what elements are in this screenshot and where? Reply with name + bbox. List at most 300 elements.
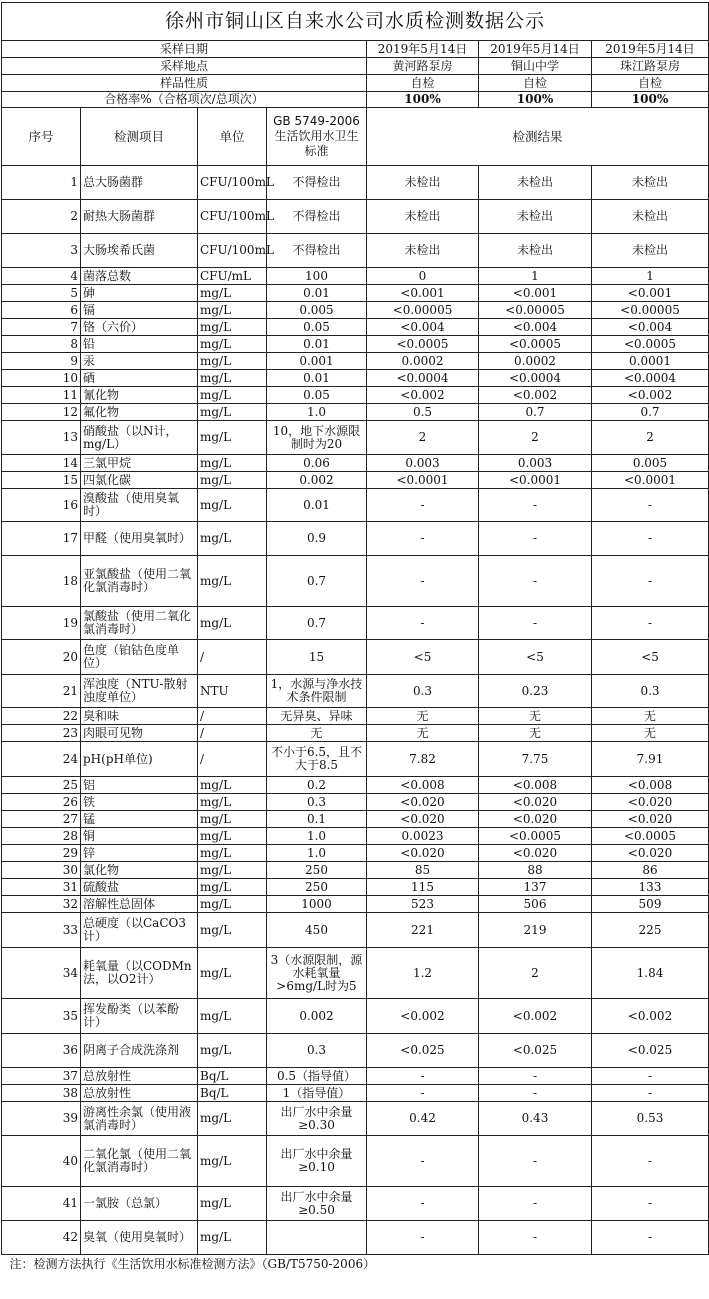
result-site-3: - (592, 1085, 709, 1102)
standard-limit: 0.01 (267, 370, 367, 387)
result-site-3: 未检出 (592, 234, 709, 268)
result-site-3: 86 (592, 862, 709, 879)
standard-limit: 不得检出 (267, 200, 367, 234)
unit: mg/L (198, 999, 267, 1034)
result-site-3: 225 (592, 913, 709, 948)
standard-limit: 0.001 (267, 353, 367, 370)
sample-nature-2: 自检 (479, 75, 592, 92)
result-site-3: 133 (592, 879, 709, 896)
pass-rate-label: 合格率%（合格项次/总项次） (2, 92, 367, 108)
result-site-1: 无 (367, 708, 479, 725)
row-number: 4 (2, 268, 81, 285)
column-header-unit: 单位 (198, 108, 267, 166)
standard-limit: 不得检出 (267, 166, 367, 200)
table-row (2, 948, 709, 999)
unit: mg/L (198, 556, 267, 607)
row-number: 42 (2, 1221, 81, 1255)
standard-limit: 1.0 (267, 828, 367, 845)
result-site-2: <0.004 (479, 319, 592, 336)
unit: / (198, 742, 267, 777)
test-item: 汞 (81, 353, 198, 370)
result-site-1: - (367, 556, 479, 607)
result-site-3: - (592, 556, 709, 607)
unit: mg/L (198, 862, 267, 879)
result-site-2: <0.0005 (479, 336, 592, 353)
unit: NTU (198, 675, 267, 708)
row-number: 12 (2, 404, 81, 421)
test-item: 氟化物 (81, 404, 198, 421)
unit: mg/L (198, 370, 267, 387)
unit: mg/L (198, 472, 267, 489)
result-site-3: <0.020 (592, 794, 709, 811)
sample-nature-3: 自检 (592, 75, 709, 92)
result-site-3: 1 (592, 268, 709, 285)
test-item: 耗氧量（以CODMn法，以O2计） (81, 948, 198, 999)
table-row (2, 421, 709, 455)
table-row (2, 234, 709, 268)
test-item: 总放射性 (81, 1068, 198, 1085)
table-row (2, 404, 709, 421)
result-site-3: <0.0005 (592, 828, 709, 845)
sampling-date-2: 2019年5月14日 (479, 41, 592, 58)
table-row (2, 353, 709, 370)
result-site-3: 0.7 (592, 404, 709, 421)
test-item: 锰 (81, 811, 198, 828)
result-site-2: <0.002 (479, 999, 592, 1034)
standard-limit: 3（水源限制，源水耗氧量>6mg/L时为5 (267, 948, 367, 999)
test-item: 甲醛（使用臭氧时） (81, 522, 198, 556)
result-site-1: 523 (367, 896, 479, 913)
result-site-1: - (367, 489, 479, 522)
table-row (2, 862, 709, 879)
unit: / (198, 640, 267, 675)
row-number: 16 (2, 489, 81, 522)
standard-limit: 1.0 (267, 845, 367, 862)
result-site-1: 无 (367, 725, 479, 742)
table-row (2, 708, 709, 725)
test-item: 锌 (81, 845, 198, 862)
test-item: 氰化物 (81, 387, 198, 404)
result-site-2: 7.75 (479, 742, 592, 777)
sample-nature-1: 自检 (367, 75, 479, 92)
result-site-3: 0.005 (592, 455, 709, 472)
unit: mg/L (198, 404, 267, 421)
standard-limit: 10，地下水源限制时为20 (267, 421, 367, 455)
result-site-2: <0.00005 (479, 302, 592, 319)
result-site-3: 未检出 (592, 200, 709, 234)
result-site-2: 2 (479, 421, 592, 455)
footnote: 注：检测方法执行《生活饮用水标准检测方法》（GB/T5750-2006） (9, 1256, 376, 1271)
standard-limit: 0.7 (267, 607, 367, 640)
standard-limit: 0.1 (267, 811, 367, 828)
result-site-1: - (367, 607, 479, 640)
test-item: 亚氯酸盐（使用二氧化氯消毒时） (81, 556, 198, 607)
row-number: 5 (2, 285, 81, 302)
result-site-1: <0.020 (367, 811, 479, 828)
row-number: 25 (2, 777, 81, 794)
unit: CFU/100mL (198, 234, 267, 268)
unit: mg/L (198, 421, 267, 455)
unit: / (198, 708, 267, 725)
page-title: 徐州市铜山区自来水公司水质检测数据公示 (2, 3, 709, 41)
result-site-1: 1.2 (367, 948, 479, 999)
test-item: 溶解性总固体 (81, 896, 198, 913)
result-site-2: 无 (479, 725, 592, 742)
result-site-3: 未检出 (592, 166, 709, 200)
test-item: 铝 (81, 777, 198, 794)
result-site-1: <0.001 (367, 285, 479, 302)
row-number: 27 (2, 811, 81, 828)
row-number: 21 (2, 675, 81, 708)
result-site-3: <0.00005 (592, 302, 709, 319)
result-site-3: <0.002 (592, 387, 709, 404)
results-body (2, 166, 709, 1255)
column-header-no: 序号 (2, 108, 81, 166)
row-number: 20 (2, 640, 81, 675)
result-site-1: 0.5 (367, 404, 479, 421)
result-site-2: - (479, 1136, 592, 1187)
result-site-2: - (479, 489, 592, 522)
result-site-2: <0.008 (479, 777, 592, 794)
unit: mg/L (198, 1102, 267, 1136)
unit: mg/L (198, 777, 267, 794)
row-number: 17 (2, 522, 81, 556)
table-row (2, 1068, 709, 1085)
table-row (2, 742, 709, 777)
unit: CFU/mL (198, 268, 267, 285)
result-site-3: - (592, 1187, 709, 1221)
result-site-3: 无 (592, 725, 709, 742)
result-site-1: <0.008 (367, 777, 479, 794)
unit: mg/L (198, 1034, 267, 1068)
standard-limit: 1000 (267, 896, 367, 913)
standard-limit: 0.7 (267, 556, 367, 607)
unit: mg/L (198, 828, 267, 845)
standard-limit: 0.01 (267, 489, 367, 522)
result-site-3: <0.020 (592, 811, 709, 828)
test-item: 镉 (81, 302, 198, 319)
result-site-1: - (367, 1136, 479, 1187)
row-number: 9 (2, 353, 81, 370)
column-header-item: 检测项目 (81, 108, 198, 166)
unit: mg/L (198, 489, 267, 522)
result-site-2: <0.025 (479, 1034, 592, 1068)
result-site-1: <0.002 (367, 387, 479, 404)
test-item: 二氧化氯（使用二氧化氯消毒时） (81, 1136, 198, 1187)
unit: CFU/100mL (198, 166, 267, 200)
test-item: 氯酸盐（使用二氧化氯消毒时） (81, 607, 198, 640)
result-site-3: 无 (592, 708, 709, 725)
row-number: 2 (2, 200, 81, 234)
table-row (2, 725, 709, 742)
result-site-2: - (479, 1187, 592, 1221)
standard-limit: 出厂水中余量≥0.50 (267, 1187, 367, 1221)
result-site-1: 未检出 (367, 234, 479, 268)
table-row (2, 794, 709, 811)
result-site-2: 137 (479, 879, 592, 896)
sampling-date-label: 采样日期 (2, 41, 367, 58)
unit: CFU/100mL (198, 200, 267, 234)
unit: mg/L (198, 896, 267, 913)
table-row (2, 845, 709, 862)
result-site-3: <0.020 (592, 845, 709, 862)
table-row (2, 472, 709, 489)
unit: mg/L (198, 1136, 267, 1187)
result-site-3: <0.008 (592, 777, 709, 794)
standard-limit: 出厂水中余量≥0.30 (267, 1102, 367, 1136)
test-item: 溴酸盐（使用臭氧时） (81, 489, 198, 522)
result-site-2: <5 (479, 640, 592, 675)
row-number: 36 (2, 1034, 81, 1068)
pass-rate-1: 100% (367, 92, 479, 108)
test-item: 氯化物 (81, 862, 198, 879)
result-site-1: <0.020 (367, 794, 479, 811)
test-item: 菌落总数 (81, 268, 198, 285)
result-site-2: 0.003 (479, 455, 592, 472)
table-row (2, 640, 709, 675)
result-site-1: <0.00005 (367, 302, 479, 319)
standard-limit (267, 1221, 367, 1255)
result-site-1: 2 (367, 421, 479, 455)
table-row (2, 607, 709, 640)
result-site-1: <0.002 (367, 999, 479, 1034)
result-site-3: - (592, 1068, 709, 1085)
unit: mg/L (198, 811, 267, 828)
standard-limit: 0.06 (267, 455, 367, 472)
water-quality-table (1, 2, 709, 1274)
row-number: 13 (2, 421, 81, 455)
unit: Bq/L (198, 1068, 267, 1085)
result-site-3: <0.025 (592, 1034, 709, 1068)
sampling-date-3: 2019年5月14日 (592, 41, 709, 58)
unit: mg/L (198, 845, 267, 862)
unit: mg/L (198, 387, 267, 404)
table-row (2, 1034, 709, 1068)
table-row (2, 302, 709, 319)
test-item: 挥发酚类（以苯酚计） (81, 999, 198, 1034)
row-number: 18 (2, 556, 81, 607)
result-site-2: - (479, 1221, 592, 1255)
table-row (2, 489, 709, 522)
table-row (2, 675, 709, 708)
test-item: 硒 (81, 370, 198, 387)
unit: / (198, 725, 267, 742)
test-item: 臭和味 (81, 708, 198, 725)
result-site-1: <0.0001 (367, 472, 479, 489)
standard-limit: 0.9 (267, 522, 367, 556)
sampling-site-2: 铜山中学 (479, 58, 592, 75)
unit: mg/L (198, 913, 267, 948)
table-row (2, 319, 709, 336)
test-item: 总放射性 (81, 1085, 198, 1102)
table-row (2, 1221, 709, 1255)
standard-limit: 0.3 (267, 1034, 367, 1068)
result-site-1: 7.82 (367, 742, 479, 777)
test-item: 大肠埃希氏菌 (81, 234, 198, 268)
test-item: 一氯胺（总氯） (81, 1187, 198, 1221)
standard-limit: 15 (267, 640, 367, 675)
standard-limit: 不小于6.5，且不大于8.5 (267, 742, 367, 777)
row-number: 24 (2, 742, 81, 777)
row-number: 10 (2, 370, 81, 387)
row-number: 38 (2, 1085, 81, 1102)
table-row (2, 455, 709, 472)
test-item: 铜 (81, 828, 198, 845)
result-site-3: 0.53 (592, 1102, 709, 1136)
test-item: 色度（铂钴色度单位） (81, 640, 198, 675)
row-number: 11 (2, 387, 81, 404)
result-site-2: 2 (479, 948, 592, 999)
result-site-2: <0.001 (479, 285, 592, 302)
result-site-2: - (479, 556, 592, 607)
test-item: 臭氧（使用臭氧时） (81, 1221, 198, 1255)
sampling-site-1: 黄河路泵房 (367, 58, 479, 75)
standard-limit: 0.3 (267, 794, 367, 811)
result-site-2: <0.0004 (479, 370, 592, 387)
row-number: 22 (2, 708, 81, 725)
result-site-1: 0.003 (367, 455, 479, 472)
result-site-3: - (592, 522, 709, 556)
standard-limit: 出厂水中余量≥0.10 (267, 1136, 367, 1187)
test-item: 耐热大肠菌群 (81, 200, 198, 234)
result-site-2: <0.020 (479, 794, 592, 811)
table-row (2, 336, 709, 353)
standard-limit: 250 (267, 862, 367, 879)
standard-limit: 无异臭、异味 (267, 708, 367, 725)
test-item: 硝酸盐（以N计，mg/L） (81, 421, 198, 455)
unit: Bq/L (198, 1085, 267, 1102)
unit: mg/L (198, 607, 267, 640)
standard-limit: 1，水源与净水技术条件限制 (267, 675, 367, 708)
unit: mg/L (198, 1221, 267, 1255)
test-item: 铬（六价） (81, 319, 198, 336)
result-site-2: <0.020 (479, 845, 592, 862)
standard-limit: 100 (267, 268, 367, 285)
result-site-2: 219 (479, 913, 592, 948)
result-site-2: 0.43 (479, 1102, 592, 1136)
result-site-2: <0.0005 (479, 828, 592, 845)
table-row (2, 1102, 709, 1136)
result-site-2: 1 (479, 268, 592, 285)
result-site-1: <0.025 (367, 1034, 479, 1068)
result-site-3: 509 (592, 896, 709, 913)
test-item: 总大肠菌群 (81, 166, 198, 200)
result-site-3: <5 (592, 640, 709, 675)
test-item: 铁 (81, 794, 198, 811)
test-item: 四氯化碳 (81, 472, 198, 489)
table-row (2, 522, 709, 556)
table-row (2, 200, 709, 234)
result-site-1: 85 (367, 862, 479, 879)
test-item: 总硬度（以CaCO3计） (81, 913, 198, 948)
unit: mg/L (198, 948, 267, 999)
table-row (2, 879, 709, 896)
result-site-2: 0.23 (479, 675, 592, 708)
unit: mg/L (198, 319, 267, 336)
result-site-2: <0.0001 (479, 472, 592, 489)
test-item: 游离性余氯（使用液氯消毒时） (81, 1102, 198, 1136)
result-site-1: 未检出 (367, 166, 479, 200)
row-number: 7 (2, 319, 81, 336)
table-row (2, 811, 709, 828)
unit: mg/L (198, 455, 267, 472)
row-number: 41 (2, 1187, 81, 1221)
standard-limit: 0.01 (267, 336, 367, 353)
result-site-2: - (479, 607, 592, 640)
unit: mg/L (198, 879, 267, 896)
row-number: 8 (2, 336, 81, 353)
standard-limit: 0.05 (267, 387, 367, 404)
result-site-3: <0.002 (592, 999, 709, 1034)
table-row (2, 285, 709, 302)
result-site-3: <0.001 (592, 285, 709, 302)
table-row (2, 913, 709, 948)
result-site-1: 0.42 (367, 1102, 479, 1136)
row-number: 6 (2, 302, 81, 319)
test-item: 阴离子合成洗涤剂 (81, 1034, 198, 1068)
result-site-2: 88 (479, 862, 592, 879)
result-site-2: 未检出 (479, 200, 592, 234)
result-site-1: 115 (367, 879, 479, 896)
row-number: 33 (2, 913, 81, 948)
unit: mg/L (198, 1187, 267, 1221)
row-number: 28 (2, 828, 81, 845)
table-row (2, 556, 709, 607)
result-site-3: <0.004 (592, 319, 709, 336)
table-row (2, 1085, 709, 1102)
row-number: 15 (2, 472, 81, 489)
result-site-1: 0 (367, 268, 479, 285)
row-number: 3 (2, 234, 81, 268)
row-number: 39 (2, 1102, 81, 1136)
standard-limit: 0.002 (267, 999, 367, 1034)
standard-limit: 0.2 (267, 777, 367, 794)
standard-limit: 0.5（指导值） (267, 1068, 367, 1085)
table-row (2, 370, 709, 387)
result-site-2: <0.020 (479, 811, 592, 828)
result-site-3: 1.84 (592, 948, 709, 999)
column-header-standard: GB 5749-2006 生活饮用水卫生标准 (267, 108, 367, 166)
test-item: 砷 (81, 285, 198, 302)
standard-limit: 不得检出 (267, 234, 367, 268)
test-item: 肉眼可见物 (81, 725, 198, 742)
table-row (2, 777, 709, 794)
standard-limit: 0.05 (267, 319, 367, 336)
standard-limit: 1（指导值） (267, 1085, 367, 1102)
test-item: 浑浊度（NTU-散射浊度单位） (81, 675, 198, 708)
row-number: 37 (2, 1068, 81, 1085)
test-item: 铅 (81, 336, 198, 353)
result-site-1: - (367, 1221, 479, 1255)
result-site-3: - (592, 1221, 709, 1255)
result-site-3: <0.0001 (592, 472, 709, 489)
test-item: 三氯甲烷 (81, 455, 198, 472)
row-number: 34 (2, 948, 81, 999)
sampling-site-label: 采样地点 (2, 58, 367, 75)
standard-limit: 450 (267, 913, 367, 948)
table-row (2, 166, 709, 200)
unit: mg/L (198, 353, 267, 370)
result-site-1: 0.3 (367, 675, 479, 708)
result-site-3: <0.0005 (592, 336, 709, 353)
unit: mg/L (198, 794, 267, 811)
result-site-2: 未检出 (479, 234, 592, 268)
result-site-1: <5 (367, 640, 479, 675)
result-site-3: 7.91 (592, 742, 709, 777)
unit: mg/L (198, 522, 267, 556)
result-site-1: - (367, 1085, 479, 1102)
row-number: 1 (2, 166, 81, 200)
